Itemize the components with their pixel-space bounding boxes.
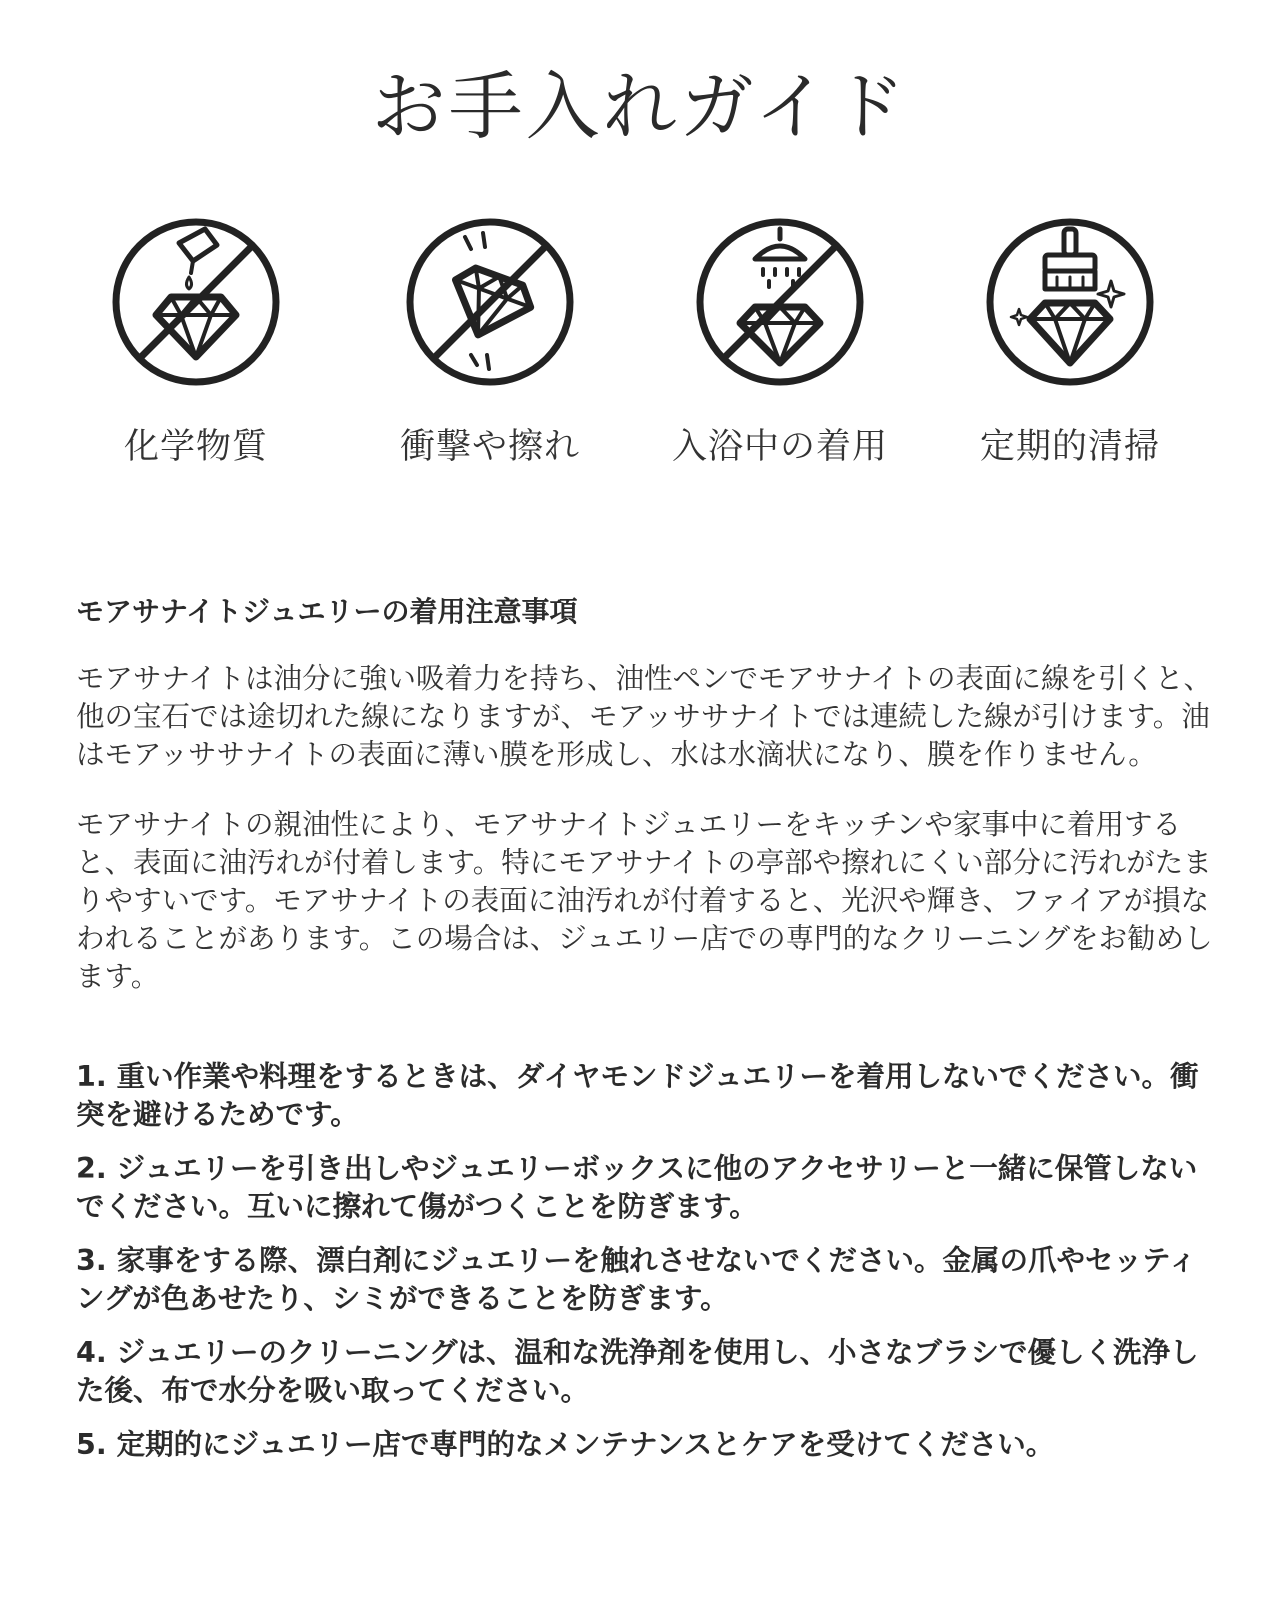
- care-item-chemicals: [66, 215, 326, 469]
- care-rule: 5. 定期的にジュエリー店で専門的なメンテナンスとケアを受けてください。: [76, 1428, 1055, 1461]
- care-item-impact: [360, 215, 620, 469]
- no-impact-icon: [403, 215, 577, 389]
- care-rule: 4. ジュエリーのクリーニングは、温和な洗浄剤を使用し、小さなブラシで優しく洗浄した後、布で水分を吸い取ってください。: [76, 1336, 1199, 1407]
- care-label-impact: 衝撃や擦れ: [399, 427, 580, 467]
- care-item-bathing: [650, 215, 910, 469]
- care-icons-row: [0, 215, 1280, 495]
- paragraph-oil-affinity: モアサナイトは油分に強い吸着力を持ち、油性ペンでモアサナイトの表面に線を引くと、他の宝石では途切れた線になりますが、モアッササナイトでは連続した線が引けます。油はモアッササナイトの表面に薄い膜を形成し、水は水滴状になり、膜を作りません。: [76, 662, 1213, 771]
- care-notes: [76, 590, 1216, 1480]
- care-label-bathing: 入浴中の着用: [671, 427, 888, 467]
- care-item-cleaning: [940, 215, 1200, 469]
- regular-cleaning-icon: [983, 215, 1157, 389]
- no-chemicals-icon: [109, 215, 283, 389]
- care-rule: 3. 家事をする際、漂白剤にジュエリーを触れさせないでください。金属の爪やセッティングが色あせたり、シミができることを防ぎます。: [76, 1244, 1197, 1315]
- care-label-cleaning: 定期的清掃: [979, 427, 1160, 467]
- section-heading: モアサナイトジュエリーの着用注意事項: [76, 595, 578, 628]
- no-shower-icon: [693, 215, 867, 389]
- care-rule: 2. ジュエリーを引き出しやジュエリーボックスに他のアクセサリーと一緒に保管しないでください。互いに擦れて傷がつくことを防ぎます。: [76, 1152, 1198, 1223]
- care-label-chemicals: 化学物質: [123, 427, 268, 467]
- care-rules-list: [76, 1058, 1216, 1464]
- paragraph-oil-stains: モアサナイトの親油性により、モアサナイトジュエリーをキッチンや家事中に着用すると、表面に油汚れが付着します。特にモアサナイトの亭部や擦れにくい部分に汚れがたまりやすいです。モアサナイトの表面に油汚れが付着すると、光沢や輝き、ファイアが損なわれることがあります。この場合は、ジュエリー店での専門的なクリーニングをお勧めします。: [76, 808, 1213, 993]
- care-rule: 1. 重い作業や料理をするときは、ダイヤモンドジュエリーを着用しないでください。衝突を避けるためです。: [76, 1060, 1199, 1131]
- page-title: お手入れガイド: [371, 64, 909, 150]
